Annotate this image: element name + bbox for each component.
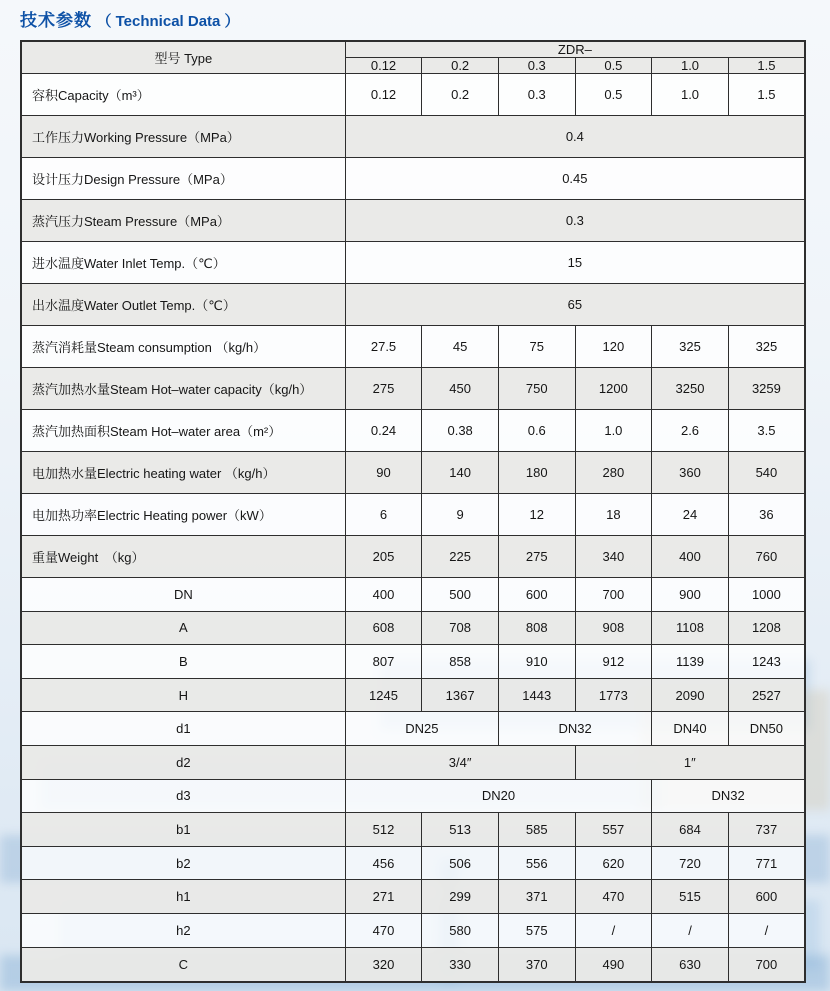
value-cell: 737 <box>728 813 805 847</box>
row-label: h1 <box>21 880 345 914</box>
size-header-cell: 1.5 <box>728 58 805 74</box>
value-cell: 325 <box>652 326 729 368</box>
value-cell: 3259 <box>728 368 805 410</box>
series-header-row <box>21 41 805 58</box>
value-cell: 205 <box>345 536 422 578</box>
row-label: 蒸汽加热面积Steam Hot–water area（m²） <box>21 410 345 452</box>
value-cell: 280 <box>575 452 652 494</box>
table-row <box>21 200 805 242</box>
table-row <box>21 813 805 847</box>
value-cell: 0.3 <box>345 200 805 242</box>
table-row <box>21 494 805 536</box>
value-cell: 120 <box>575 326 652 368</box>
row-label: 容积Capacity（m³） <box>21 74 345 116</box>
table-row <box>21 947 805 982</box>
row-label: d1 <box>21 712 345 746</box>
value-cell: DN25 <box>345 712 498 746</box>
value-cell: 360 <box>652 452 729 494</box>
row-label: DN <box>21 578 345 612</box>
table-row <box>21 242 805 284</box>
value-cell: 580 <box>422 913 499 947</box>
value-cell: 371 <box>498 880 575 914</box>
value-cell: 600 <box>728 880 805 914</box>
value-cell: / <box>652 913 729 947</box>
value-cell: 3250 <box>652 368 729 410</box>
value-cell: 1108 <box>652 611 729 645</box>
table-row <box>21 913 805 947</box>
value-cell: 75 <box>498 326 575 368</box>
value-cell: 900 <box>652 578 729 612</box>
value-cell: 512 <box>345 813 422 847</box>
row-label: 工作压力Working Pressure（MPa） <box>21 116 345 158</box>
value-cell: 1.5 <box>728 74 805 116</box>
section-title-zh: 技术参数 <box>20 11 92 30</box>
value-cell: 858 <box>422 645 499 679</box>
value-cell: 2.6 <box>652 410 729 452</box>
value-cell: 0.4 <box>345 116 805 158</box>
table-row <box>21 410 805 452</box>
value-cell: DN20 <box>345 779 652 813</box>
value-cell: 1200 <box>575 368 652 410</box>
row-label: A <box>21 611 345 645</box>
value-cell: 45 <box>422 326 499 368</box>
value-cell: 630 <box>652 947 729 982</box>
series-header-cell: ZDR– <box>345 41 805 58</box>
value-cell: 760 <box>728 536 805 578</box>
value-cell: 490 <box>575 947 652 982</box>
value-cell: DN32 <box>652 779 805 813</box>
row-label: H <box>21 678 345 712</box>
value-cell: 608 <box>345 611 422 645</box>
value-cell: 299 <box>422 880 499 914</box>
row-label: 蒸汽加热水量Steam Hot–water capacity（kg/h） <box>21 368 345 410</box>
value-cell: 575 <box>498 913 575 947</box>
type-header-cell: 型号 Type <box>21 41 345 74</box>
value-cell: 9 <box>422 494 499 536</box>
value-cell: 400 <box>652 536 729 578</box>
row-label: 进水温度Water Inlet Temp.（℃） <box>21 242 345 284</box>
value-cell: 1443 <box>498 678 575 712</box>
value-cell: 684 <box>652 813 729 847</box>
row-label: b1 <box>21 813 345 847</box>
value-cell: 771 <box>728 846 805 880</box>
value-cell: 908 <box>575 611 652 645</box>
table-row <box>21 645 805 679</box>
value-cell: 700 <box>575 578 652 612</box>
value-cell: 620 <box>575 846 652 880</box>
value-cell: 0.3 <box>498 74 575 116</box>
value-cell: 506 <box>422 846 499 880</box>
row-label: h2 <box>21 913 345 947</box>
table-row <box>21 452 805 494</box>
row-label: 蒸汽消耗量Steam consumption （kg/h） <box>21 326 345 368</box>
value-cell: 275 <box>345 368 422 410</box>
value-cell: 18 <box>575 494 652 536</box>
value-cell: 808 <box>498 611 575 645</box>
table-row <box>21 846 805 880</box>
size-header-cell: 1.0 <box>652 58 729 74</box>
value-cell: 370 <box>498 947 575 982</box>
value-cell: 24 <box>652 494 729 536</box>
value-cell: 700 <box>728 947 805 982</box>
table-row <box>21 536 805 578</box>
row-label: 电加热功率Electric Heating power（kW） <box>21 494 345 536</box>
value-cell: 585 <box>498 813 575 847</box>
value-cell: 1.0 <box>652 74 729 116</box>
table-row <box>21 712 805 746</box>
row-label: d3 <box>21 779 345 813</box>
value-cell: 2527 <box>728 678 805 712</box>
value-cell: 225 <box>422 536 499 578</box>
value-cell: 3/4″ <box>345 745 575 779</box>
row-label: B <box>21 645 345 679</box>
value-cell: / <box>728 913 805 947</box>
value-cell: 513 <box>422 813 499 847</box>
row-label: 重量Weight （kg） <box>21 536 345 578</box>
value-cell: 36 <box>728 494 805 536</box>
value-cell: 456 <box>345 846 422 880</box>
value-cell: 0.6 <box>498 410 575 452</box>
value-cell: 450 <box>422 368 499 410</box>
table-row <box>21 284 805 326</box>
value-cell: 1139 <box>652 645 729 679</box>
value-cell: 0.45 <box>345 158 805 200</box>
size-header-cell: 0.2 <box>422 58 499 74</box>
table-row <box>21 368 805 410</box>
table-row <box>21 116 805 158</box>
value-cell: 1243 <box>728 645 805 679</box>
section-title <box>20 6 240 31</box>
value-cell: 1208 <box>728 611 805 645</box>
row-label: 设计压力Design Pressure（MPa） <box>21 158 345 200</box>
value-cell: 910 <box>498 645 575 679</box>
value-cell: 90 <box>345 452 422 494</box>
size-header-cell: 0.5 <box>575 58 652 74</box>
value-cell: / <box>575 913 652 947</box>
technical-data-table <box>20 40 806 983</box>
row-label: C <box>21 947 345 982</box>
table-row <box>21 74 805 116</box>
value-cell: 271 <box>345 880 422 914</box>
value-cell: 470 <box>575 880 652 914</box>
value-cell: 0.2 <box>422 74 499 116</box>
value-cell: 557 <box>575 813 652 847</box>
row-label: 出水温度Water Outlet Temp.（℃） <box>21 284 345 326</box>
table-row <box>21 326 805 368</box>
value-cell: 470 <box>345 913 422 947</box>
value-cell: 750 <box>498 368 575 410</box>
value-cell: DN50 <box>728 712 805 746</box>
value-cell: 1245 <box>345 678 422 712</box>
value-cell: 330 <box>422 947 499 982</box>
value-cell: 1000 <box>728 578 805 612</box>
row-label: d2 <box>21 745 345 779</box>
value-cell: 0.24 <box>345 410 422 452</box>
value-cell: 1″ <box>575 745 805 779</box>
value-cell: 1773 <box>575 678 652 712</box>
row-label: 电加热水量Electric heating water （kg/h） <box>21 452 345 494</box>
value-cell: DN32 <box>498 712 651 746</box>
value-cell: 912 <box>575 645 652 679</box>
value-cell: 515 <box>652 880 729 914</box>
size-header-cell: 0.12 <box>345 58 422 74</box>
value-cell: 27.5 <box>345 326 422 368</box>
value-cell: 15 <box>345 242 805 284</box>
table-row <box>21 158 805 200</box>
value-cell: 500 <box>422 578 499 612</box>
value-cell: 3.5 <box>728 410 805 452</box>
size-header-cell: 0.3 <box>498 58 575 74</box>
value-cell: 0.38 <box>422 410 499 452</box>
value-cell: 807 <box>345 645 422 679</box>
value-cell: 0.5 <box>575 74 652 116</box>
value-cell: 320 <box>345 947 422 982</box>
section-title-en: （ Technical Data ） <box>96 13 240 30</box>
value-cell: 180 <box>498 452 575 494</box>
table-row <box>21 678 805 712</box>
value-cell: 556 <box>498 846 575 880</box>
value-cell: 325 <box>728 326 805 368</box>
value-cell: 600 <box>498 578 575 612</box>
value-cell: 720 <box>652 846 729 880</box>
table-row <box>21 578 805 612</box>
table-row <box>21 745 805 779</box>
value-cell: 540 <box>728 452 805 494</box>
row-label: b2 <box>21 846 345 880</box>
value-cell: 140 <box>422 452 499 494</box>
value-cell: 6 <box>345 494 422 536</box>
value-cell: 2090 <box>652 678 729 712</box>
value-cell: 65 <box>345 284 805 326</box>
value-cell: 275 <box>498 536 575 578</box>
value-cell: 0.12 <box>345 74 422 116</box>
value-cell: 1.0 <box>575 410 652 452</box>
value-cell: 1367 <box>422 678 499 712</box>
table-row <box>21 779 805 813</box>
value-cell: 12 <box>498 494 575 536</box>
value-cell: 708 <box>422 611 499 645</box>
table-row <box>21 611 805 645</box>
value-cell: 340 <box>575 536 652 578</box>
row-label: 蒸汽压力Steam Pressure（MPa） <box>21 200 345 242</box>
value-cell: 400 <box>345 578 422 612</box>
value-cell: DN40 <box>652 712 729 746</box>
table-row <box>21 880 805 914</box>
